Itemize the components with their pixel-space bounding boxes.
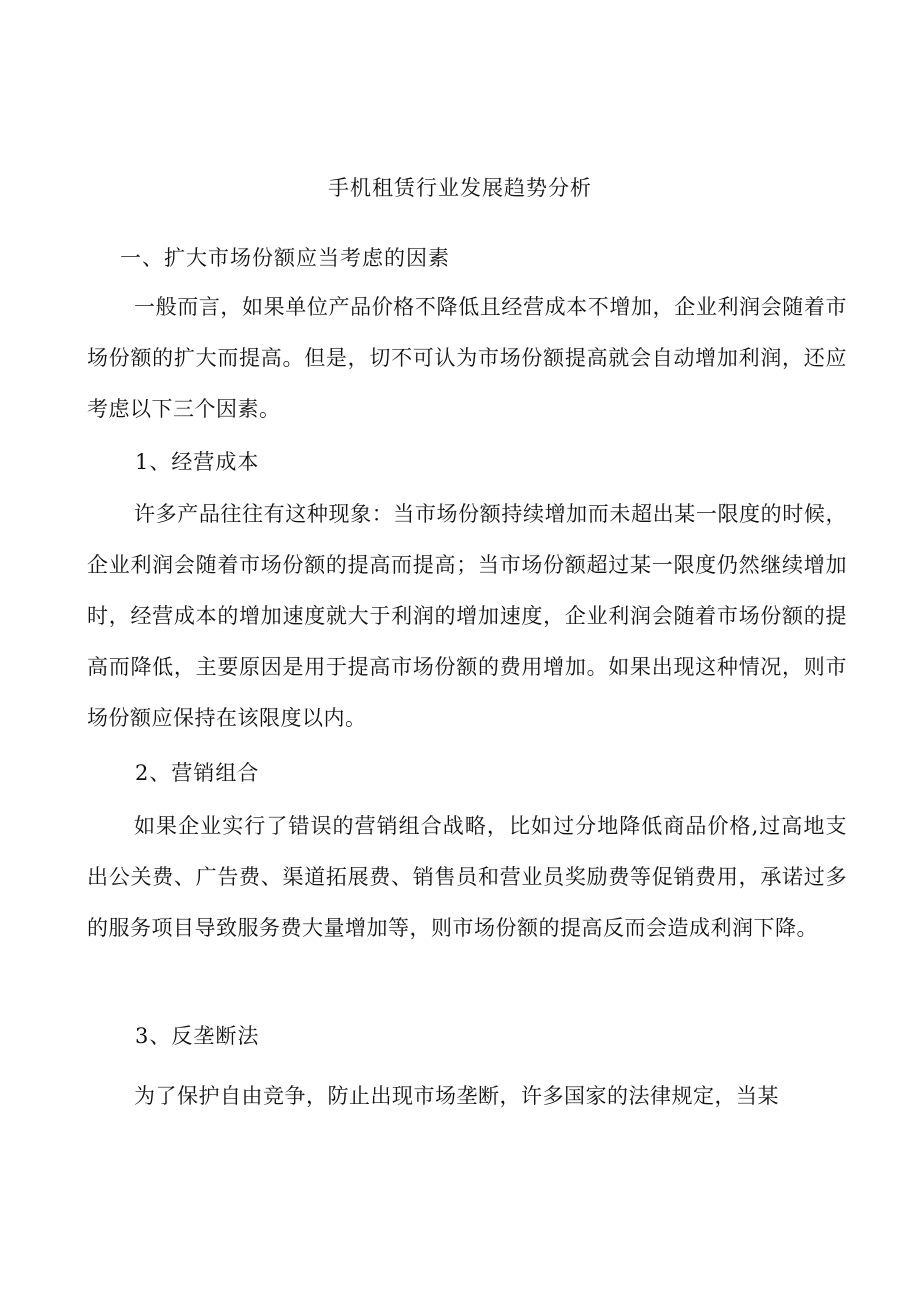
intro-paragraph: 一般而言，如果单位产品价格不降低且经营成本不增加，企业利润会随着市场份额的扩大而提高。但是，切不可认为市场份额提高就会自动增加利润，还应考虑以下三个因素。 <box>87 295 847 421</box>
item3-paragraph: 为了保护自由竞争，防止出现市场垄断，许多国家的法律规定，当某 <box>134 1084 779 1108</box>
item2-heading: 2、营销组合 <box>135 761 260 785</box>
item1-heading: 1、经营成本 <box>135 450 260 474</box>
document-title: 手机租赁行业发展趋势分析 <box>328 176 592 200</box>
item1-paragraph: 许多产品往往有这种现象：当市场份额持续增加而未超出某一限度的时候，企业利润会随着市场份额的提高而提高；当市场份额超过某一限度仍然继续增加时，经营成本的增加速度就大于利润的增加速度，企业利润会随着市场份额的提高而降低，主要原因是用于提高市场份额的费用增加。如果出现这种情况，则市场份额应保持在该限度以内。 <box>87 502 847 730</box>
item3-heading: 3、反垄断法 <box>135 1024 260 1048</box>
item2-paragraph: 如果企业实行了错误的营销组合战略，比如过分地降低商品价格,过高地支出公关费、广告费、渠道拓展费、销售员和营业员奖励费等促销费用，承诺过多的服务项目导致服务费大量增加等，则市场份额的提高反而会造成利润下降。 <box>87 814 847 940</box>
section-heading: 一、扩大市场份额应当考虑的因素 <box>120 246 450 270</box>
